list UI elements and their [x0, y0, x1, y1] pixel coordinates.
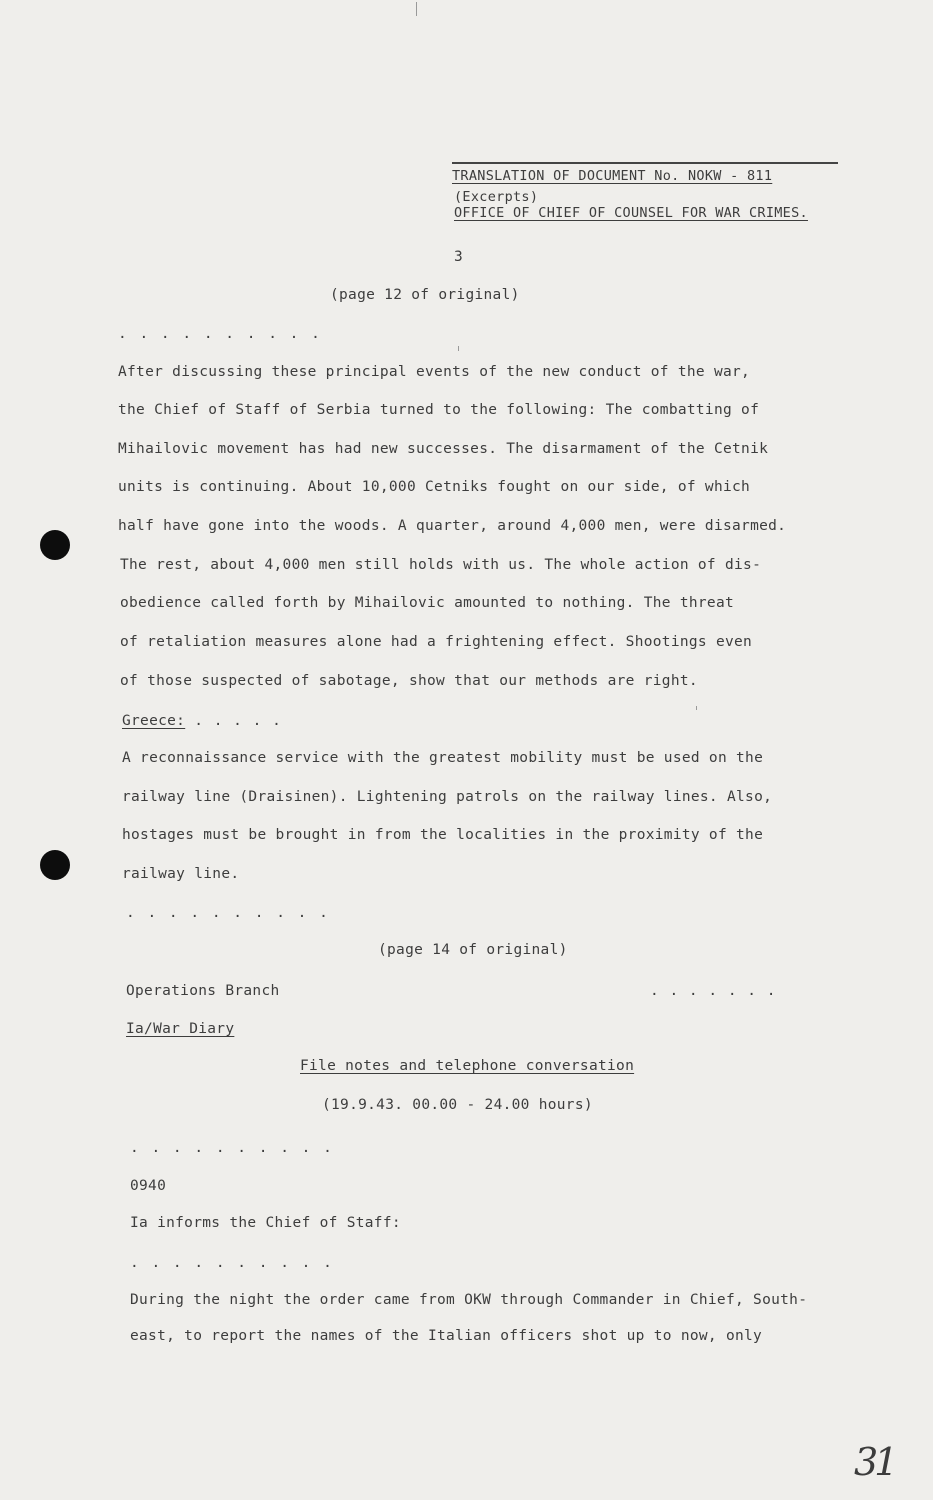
ellipsis-divider: . . . . . . . . . .	[130, 1255, 334, 1271]
body-line: hostages must be brought in from the localities in the proximity of the	[122, 827, 764, 843]
body-line: During the night the order came from OKW through Commander in Chief, South-	[130, 1292, 808, 1308]
operations-branch: Operations Branch	[126, 983, 280, 999]
ellipsis-divider: . . . . . . . . . .	[126, 905, 330, 921]
stray-mark	[416, 2, 417, 16]
time-entry: 0940	[130, 1178, 167, 1194]
body-line: half have gone into the woods. A quarter, around 4,000 men, were disarmed.	[118, 518, 787, 534]
page-reference-14: (page 14 of original)	[378, 942, 568, 958]
punch-hole-icon	[40, 530, 70, 560]
body-line: the Chief of Staff of Serbia turned to the following: The combatting of	[118, 402, 760, 418]
body-line: railway line (Draisinen). Lightening patrols on the railway lines. Also,	[122, 789, 773, 805]
greece-label: Greece:	[122, 713, 186, 729]
handwritten-page-number: 31	[854, 1440, 895, 1484]
stray-mark	[696, 706, 697, 710]
ellipsis-divider: . . . . . . . . . .	[130, 1140, 334, 1156]
informs-line: Ia informs the Chief of Staff:	[130, 1215, 401, 1231]
body-line: of retaliation measures alone had a frightening effect. Shootings even	[120, 634, 753, 650]
punch-hole-icon	[40, 850, 70, 880]
stray-mark	[458, 346, 459, 351]
branch-ellipsis: . . . . . . .	[650, 983, 777, 999]
body-line: of those suspected of sabotage, show that our methods are right.	[120, 673, 698, 689]
header-translation-line: TRANSLATION OF DOCUMENT No. NOKW - 811	[452, 168, 773, 184]
greece-heading	[122, 713, 282, 729]
body-line: The rest, about 4,000 men still holds with us. The whole action of dis-	[120, 557, 762, 573]
header-office-line: OFFICE OF CHIEF OF COUNSEL FOR WAR CRIMES.	[454, 205, 808, 221]
body-line: obedience called forth by Mihailovic amounted to nothing. The threat	[120, 595, 735, 611]
body-line: railway line.	[122, 866, 240, 882]
war-diary-label: Ia/War Diary	[126, 1021, 235, 1037]
body-line: east, to report the names of the Italian officers shot up to now, only	[130, 1328, 763, 1344]
ellipsis-divider: . . . . . . . . . .	[118, 326, 322, 342]
body-line: A reconnaissance service with the greatest mobility must be used on the	[122, 750, 764, 766]
header-excerpts-line: (Excerpts)	[454, 189, 539, 205]
page-number: 3	[454, 249, 464, 265]
file-notes-title: File notes and telephone conversation	[300, 1058, 635, 1074]
body-line: Mihailovic movement has had new successes. The disarmament of the Cetnik	[118, 441, 769, 457]
body-line: units is continuing. About 10,000 Cetniks fought on our side, of which	[118, 479, 751, 495]
date-range: (19.9.43. 00.00 - 24.00 hours)	[322, 1097, 593, 1113]
greece-ellipsis: . . . . .	[194, 713, 282, 729]
page-reference-12: (page 12 of original)	[330, 287, 520, 303]
body-line: After discussing these principal events of the new conduct of the war,	[118, 364, 751, 380]
header-top-rule	[452, 162, 838, 164]
